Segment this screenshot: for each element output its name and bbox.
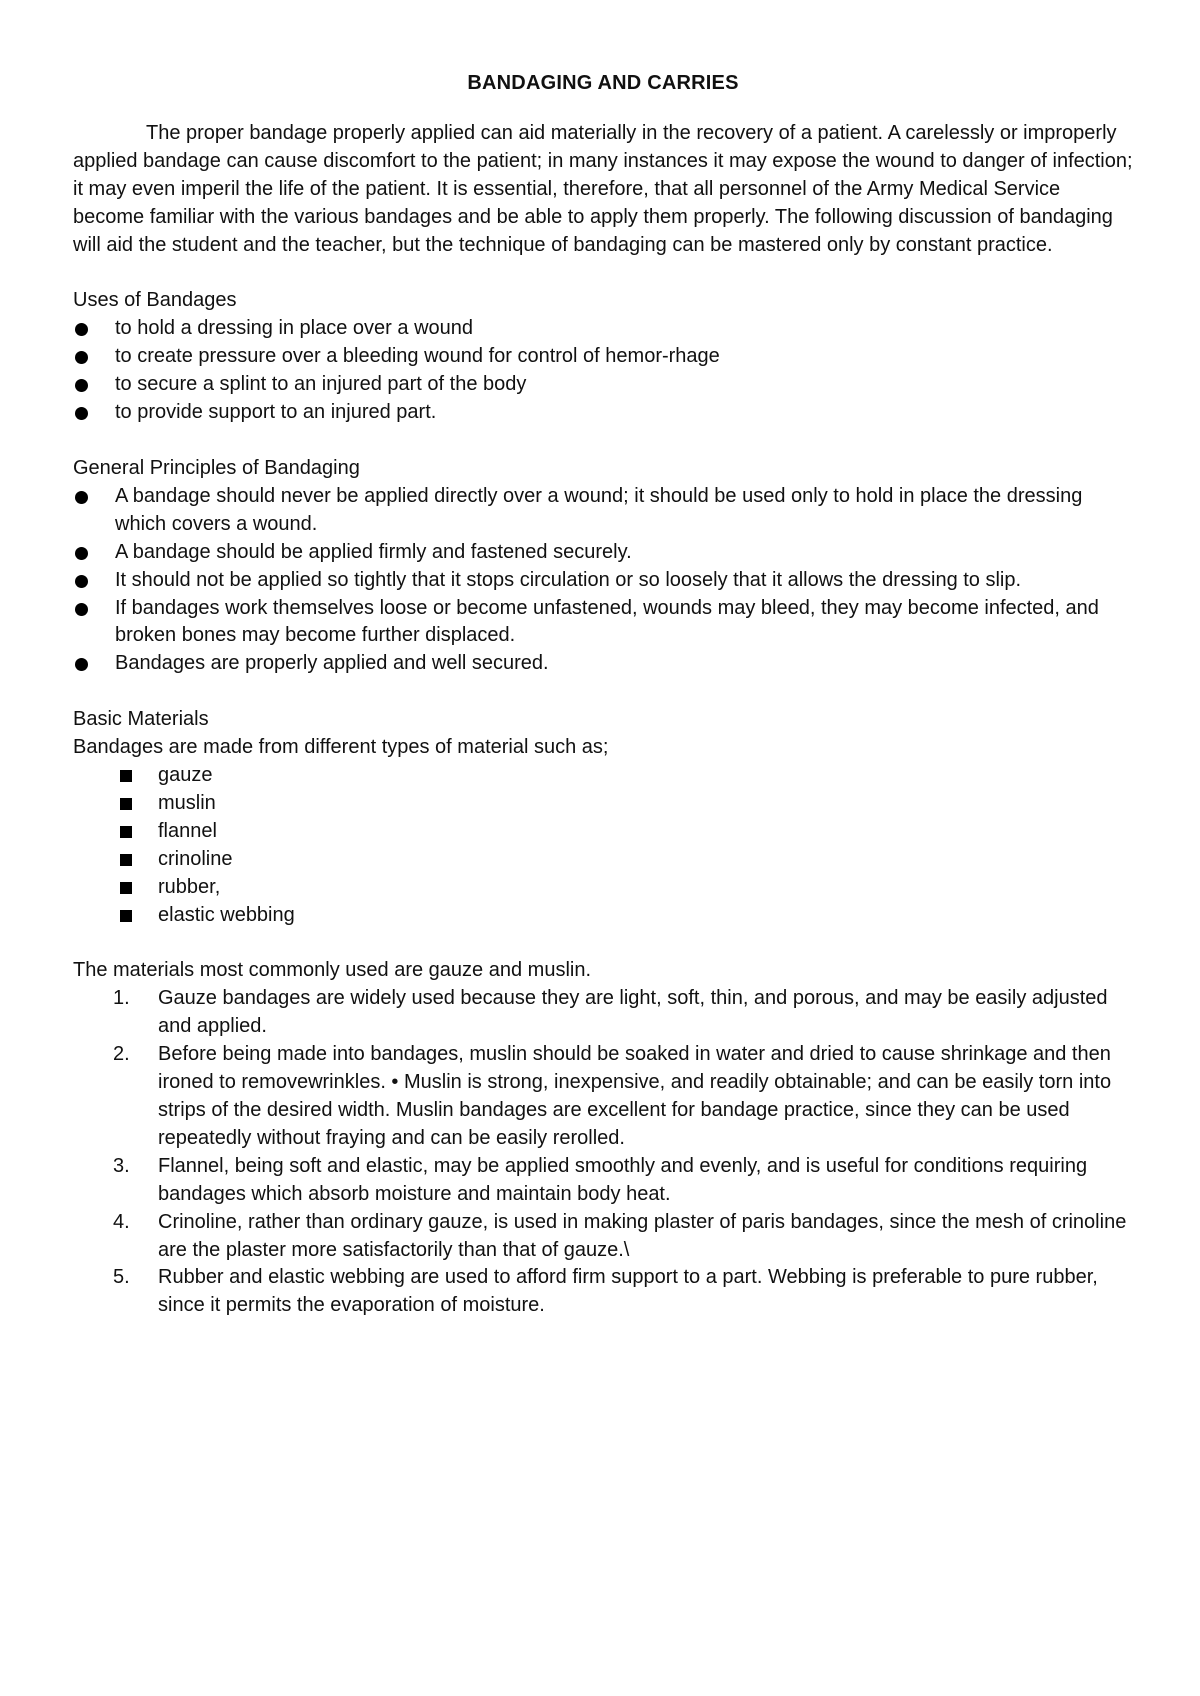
- list-item: [73, 874, 1133, 902]
- list-item-text: flannel: [158, 819, 217, 842]
- bullet-dot-icon: [75, 379, 88, 392]
- item-number: 1.: [113, 987, 130, 1010]
- bullet-dot-icon: [75, 658, 88, 671]
- bullet-dot-icon: [75, 547, 88, 560]
- bullet-dot-icon: [75, 603, 88, 616]
- uses-heading: Uses of Bandages: [73, 289, 237, 312]
- item-number: 2.: [113, 1043, 130, 1066]
- bullet-dot-icon: [75, 491, 88, 504]
- document-title: BANDAGING AND CARRIES: [467, 72, 739, 94]
- list-item-text: If bandages work themselves loose or become unfastened, wounds may bleed, they may become infected, and broken bones may become further displaced.: [115, 596, 1099, 647]
- list-item: [73, 818, 1133, 846]
- list-item: [73, 399, 1133, 427]
- uses-list: [73, 315, 1133, 427]
- list-item: [73, 650, 1133, 678]
- list-item-text: gauze: [158, 764, 213, 787]
- list-item-text: A bandage should be applied firmly and fastened securely.: [115, 540, 632, 563]
- common-materials-list: [73, 985, 1133, 1320]
- bullet-square-icon: [120, 854, 132, 866]
- bullet-square-icon: [120, 798, 132, 810]
- materials-list: [73, 762, 1133, 929]
- bullet-dot-icon: [75, 407, 88, 420]
- list-item: [73, 371, 1133, 399]
- list-item-text: elastic webbing: [158, 903, 295, 926]
- numbered-item: [73, 1264, 1133, 1320]
- bullet-square-icon: [120, 770, 132, 782]
- bullet-square-icon: [120, 910, 132, 922]
- list-item: [73, 595, 1133, 651]
- common-materials-heading: The materials most commonly used are gauze and muslin.: [73, 959, 592, 982]
- materials-heading: Basic Materials: [73, 708, 209, 731]
- list-item-text: A bandage should never be applied directly over a wound; it should be used only to hold in place the dressing which covers a wound.: [115, 484, 1083, 535]
- numbered-item-text: Gauze bandages are widely used because they are light, soft, thin, and porous, and may be easily adjusted and applied.: [158, 987, 1108, 1038]
- list-item-text: muslin: [158, 791, 216, 814]
- bullet-dot-icon: [75, 323, 88, 336]
- list-item: [73, 343, 1133, 371]
- bullet-square-icon: [120, 882, 132, 894]
- numbered-item: [73, 1209, 1133, 1265]
- item-number: 5.: [113, 1266, 130, 1289]
- list-item: [73, 762, 1133, 790]
- list-item-text: to hold a dressing in place over a wound: [115, 317, 474, 340]
- list-item-text: to secure a splint to an injured part of the body: [115, 373, 527, 396]
- numbered-item: [73, 1153, 1133, 1209]
- list-item: [73, 539, 1133, 567]
- principles-list: [73, 483, 1133, 678]
- numbered-item-text: Crinoline, rather than ordinary gauze, is used in making plaster of paris bandages, since the mesh of crinoline are the plaster more satisfactorily than that of gauze.\: [158, 1210, 1127, 1261]
- list-item-text: to provide support to an injured part.: [115, 401, 437, 424]
- list-item: [73, 790, 1133, 818]
- list-item: [73, 902, 1133, 930]
- list-item-text: to create pressure over a bleeding wound for control of hemor-rhage: [115, 345, 720, 368]
- bullet-dot-icon: [75, 351, 88, 364]
- bullet-dot-icon: [75, 575, 88, 588]
- item-number: 4.: [113, 1210, 130, 1233]
- item-number: 3.: [113, 1154, 130, 1177]
- list-item-text: Bandages are properly applied and well secured.: [115, 652, 549, 675]
- list-item-text: crinoline: [158, 847, 233, 870]
- list-item-text: It should not be applied so tightly that it stops circulation or so loosely that it allows the dressing to slip.: [115, 568, 1022, 591]
- numbered-item-text: Rubber and elastic webbing are used to afford firm support to a part. Webbing is preferable to pure rubber, since it permits the evaporation of moisture.: [158, 1266, 1098, 1317]
- list-item: [73, 483, 1133, 539]
- bullet-square-icon: [120, 826, 132, 838]
- list-item-text: rubber,: [158, 875, 221, 898]
- numbered-item-text: Before being made into bandages, muslin should be soaked in water and dried to cause shrinkage and then ironed to removewrinkles. • Muslin is strong, inexpensive, and readily obtainable; and can be easily torn into strips of the desired width. Muslin bandages are excellent for bandage practice, since they can be used repeatedly without fraying and can be easily rerolled.: [158, 1043, 1112, 1149]
- materials-lead: Bandages are made from different types of material such as;: [73, 736, 609, 759]
- numbered-item: [73, 1041, 1133, 1153]
- numbered-item: [73, 985, 1133, 1041]
- list-item: [73, 846, 1133, 874]
- list-item: [73, 315, 1133, 343]
- intro-paragraph: The proper bandage properly applied can aid materially in the recovery of a patient. A carelessly or improperly applied bandage can cause discomfort to the patient; in many instances it may expose the wound to danger of infection; it may even imperil the life of the patient. It is essential, therefore, that all personnel of the Army Medical Service become familiar with the various bandages and be able to apply them properly. The following discussion of bandaging will aid the student and the teacher, but the technique of bandaging can be mastered only by constant practice.: [73, 121, 1133, 256]
- principles-heading: General Principles of Bandaging: [73, 456, 360, 479]
- numbered-item-text: Flannel, being soft and elastic, may be applied smoothly and evenly, and is useful for conditions requiring bandages which absorb moisture and maintain body heat.: [158, 1154, 1088, 1205]
- document-page: [73, 70, 1133, 1320]
- list-item: [73, 567, 1133, 595]
